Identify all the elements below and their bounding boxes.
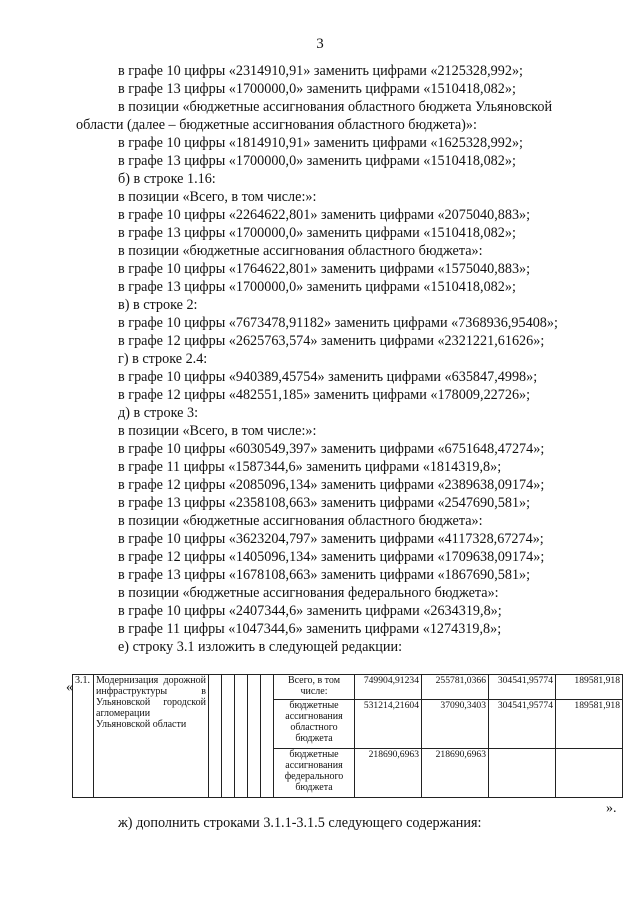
value-cell: 189581,918 — [556, 675, 623, 700]
text-line: в графе 10 цифры «940389,45754» заменить цифрами «635847,4998»; — [118, 369, 538, 385]
text-line: в графе 13 цифры «1678108,663» заменить цифрами «1867690,581»; — [118, 567, 531, 583]
empty-cell — [209, 675, 222, 798]
text-line: в графе 11 цифры «1587344,6» заменить цифрами «1814319,8»; — [118, 459, 502, 475]
text-line: в позиции «бюджетные ассигнования областного бюджета Ульяновской — [118, 99, 553, 115]
text-line: ж) дополнить строками 3.1.1-3.1.5 следующего содержания: — [118, 815, 482, 831]
text-line: в позиции «Всего, в том числе:»: — [118, 423, 317, 439]
table-close-quote: ». — [606, 801, 617, 816]
text-line: б) в строке 1.16: — [118, 171, 216, 187]
text-line: в графе 10 цифры «6030549,397» заменить цифрами «6751648,47274»; — [118, 441, 545, 457]
text-line: е) строку 3.1 изложить в следующей редакции: — [118, 639, 403, 655]
table-open-quote: « — [66, 680, 73, 695]
text-line: в графе 13 цифры «1700000,0» заменить цифрами «1510418,082»; — [118, 225, 516, 241]
text-line: в графе 12 цифры «1405096,134» заменить цифрами «1709638,09174»; — [118, 549, 545, 565]
page-number: 3 — [316, 36, 324, 52]
row-label-cell: бюджетные ассигнования областного бюджета — [274, 700, 355, 749]
text-line: в графе 12 цифры «482551,185» заменить цифрами «178009,22726»; — [118, 387, 531, 403]
text-line: в позиции «бюджетные ассигнования областного бюджета»: — [118, 513, 483, 529]
empty-cell — [222, 675, 235, 798]
text-line: в графе 13 цифры «1700000,0» заменить цифрами «1510418,082»; — [118, 279, 516, 295]
text-line: в графе 12 цифры «2625763,574» заменить цифрами «2321221,61626»; — [118, 333, 545, 349]
value-cell: 531214,21604 — [355, 700, 422, 749]
text-line: в графе 10 цифры «1814910,91» заменить цифрами «1625328,992»; — [118, 135, 523, 151]
text-line: в графе 10 цифры «3623204,797» заменить цифрами «4117328,67274»; — [118, 531, 544, 547]
text-line: в позиции «Всего, в том числе:»: — [118, 189, 317, 205]
text-line: в графе 10 цифры «2314910,91» заменить цифрами «2125328,992»; — [118, 63, 523, 79]
value-cell: 749904,91234 — [355, 675, 422, 700]
text-line: в графе 13 цифры «1700000,0» заменить цифрами «1510418,082»; — [118, 153, 516, 169]
row-label-cell: бюджетные ассигнования федерального бюджета — [274, 749, 355, 798]
text-line: д) в строке 3: — [118, 405, 199, 421]
text-line: в графе 12 цифры «2085096,134» заменить цифрами «2389638,09174»; — [118, 477, 545, 493]
value-cell: 218690,6963 — [422, 749, 489, 798]
value-cell: 37090,3403 — [422, 700, 489, 749]
value-cell — [489, 749, 556, 798]
text-line: в) в строке 2: — [118, 297, 198, 313]
empty-cell — [261, 675, 274, 798]
row-number-cell: 3.1. — [73, 675, 94, 798]
value-cell: 189581,918 — [556, 700, 623, 749]
row-name-cell: Модернизация дорожной инфраструктуры в Ульяновской городской агломерации Ульяновской области — [94, 675, 209, 798]
empty-cell — [248, 675, 261, 798]
value-cell: 304541,95774 — [489, 675, 556, 700]
text-line: в графе 13 цифры «1700000,0» заменить цифрами «1510418,082»; — [118, 81, 516, 97]
text-line: в графе 10 цифры «2264622,801» заменить цифрами «2075040,883»; — [118, 207, 531, 223]
text-line: в графе 10 цифры «2407344,6» заменить цифрами «2634319,8»; — [118, 603, 502, 619]
text-line: в позиции «бюджетные ассигнования областного бюджета»: — [118, 243, 483, 259]
text-line: в позиции «бюджетные ассигнования федерального бюджета»: — [118, 585, 499, 601]
text-line: в графе 13 цифры «2358108,663» заменить цифрами «2547690,581»; — [118, 495, 531, 511]
empty-cell — [235, 675, 248, 798]
value-cell: 255781,0366 — [422, 675, 489, 700]
text-line: области (далее – бюджетные ассигнования областного бюджета)»: — [76, 117, 477, 133]
text-line: г) в строке 2.4: — [118, 351, 208, 367]
table-row — [73, 675, 623, 700]
text-line: в графе 10 цифры «7673478,91182» заменить цифрами «7368936,95408»; — [118, 315, 558, 331]
value-cell: 218690,6963 — [355, 749, 422, 798]
row-label-cell: Всего, в том числе: — [274, 675, 355, 700]
value-cell — [556, 749, 623, 798]
value-cell: 304541,95774 — [489, 700, 556, 749]
text-line: в графе 10 цифры «1764622,801» заменить цифрами «1575040,883»; — [118, 261, 531, 277]
text-line: в графе 11 цифры «1047344,6» заменить цифрами «1274319,8»; — [118, 621, 502, 637]
edition-table — [72, 674, 623, 798]
